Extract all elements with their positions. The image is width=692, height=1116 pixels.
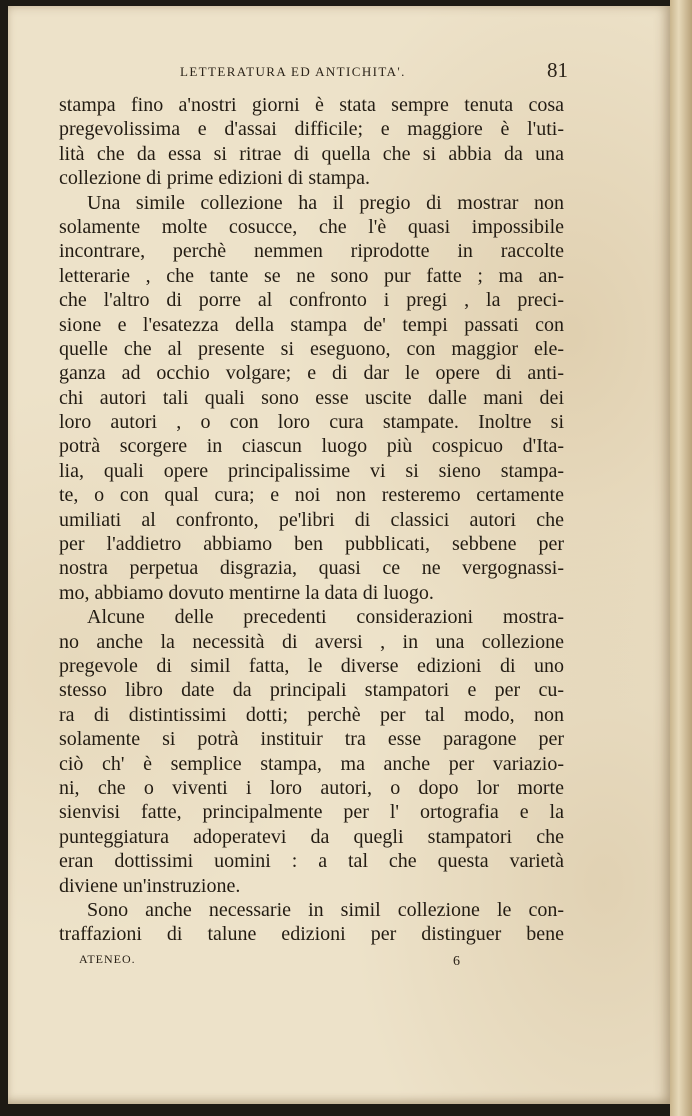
text-line: sione e l'esatezza della stampa de' tempi passati con <box>59 313 564 336</box>
text-line: ni, che o viventi i loro autori, o dopo lor morte <box>59 776 564 799</box>
text-line: letterarie , che tante se ne sono pur fatte ; ma an- <box>59 264 564 287</box>
text-line: te, o con qual cura; e noi non resteremo certamente <box>59 484 564 507</box>
text-line: pregevolissima e d'assai difficile; e maggiore è l'uti- <box>59 118 564 141</box>
text-line: stampa fino a'nostri giorni è stata sempre tenuta cosa <box>59 94 564 116</box>
text-line: solamente molte cosucce, che l'è quasi impossibile <box>59 215 564 238</box>
text-line: mo, abbiamo dovuto mentirne la data di luogo. <box>59 581 434 604</box>
page-footer <box>59 952 564 974</box>
text-line: nostra perpetua disgrazia, quasi ce ne vergognassi- <box>59 557 564 580</box>
text-line: ganza ad occhio volgare; e di dar le opere di anti- <box>59 362 564 385</box>
text-line: che l'altro di porre al confronto i pregi , la preci- <box>59 289 564 312</box>
running-head: LETTERATURA ED ANTICHITA'. <box>180 64 406 79</box>
text-line: Sono anche necessarie in simil collezione le con- <box>87 898 564 921</box>
text-line: quelle che al presente si eseguono, con maggior ele- <box>59 337 564 360</box>
text-line: no anche la necessità di aversi , in una collezione <box>59 630 564 653</box>
text-line: incontrare, perchè nemmen riprodotte in raccolte <box>59 240 564 263</box>
text-line: Alcune delle precedenti considerazioni mostra- <box>87 606 564 629</box>
text-line: chi autori tali quali sono esse uscite dalle mani dei <box>59 386 564 409</box>
text-line: collezione di prime edizioni di stampa. <box>59 167 371 190</box>
text-line: lità che da essa si ritrae di quella che si abbia da una <box>59 142 564 165</box>
text-line: punteggiatura adoperatevi da quegli stampatori che <box>59 825 564 848</box>
page-number: 81 <box>547 58 568 82</box>
page-edge <box>670 0 692 1116</box>
text-line: umiliati al confronto, pe'libri di classici autori che <box>59 508 564 531</box>
text-line: potrà scorgere in ciascun luogo più cospicuo d'Ita- <box>59 435 564 458</box>
page-header <box>48 58 568 82</box>
text-line: sienvisi fatte, principalmente per l' ortografia e la <box>59 801 564 824</box>
text-line: stesso libro date da principali stampatori e per cu- <box>59 679 564 702</box>
text-line: per l'addietro abbiamo ben pubblicati, sebbene per <box>59 533 564 556</box>
text-line: eran dottissimi uomini : a tal che questa varietà <box>59 850 564 873</box>
book-page <box>8 6 670 1104</box>
printer-signature: ATENEO. <box>79 952 136 966</box>
text-line: loro autori , o con loro cura stampate. Inoltre si <box>59 411 564 434</box>
gathering-mark: 6 <box>453 954 460 969</box>
text-line: ra di distintissimi dotti; perchè per tal modo, non <box>59 703 564 726</box>
text-line: ciò ch' è semplice stampa, ma anche per variazio- <box>59 752 564 775</box>
text-line: lia, quali opere principalissime vi si sieno stampa- <box>59 459 564 482</box>
text-line: solamente si potrà instituir tra esse paragone per <box>59 728 564 751</box>
text-line: Una simile collezione ha il pregio di mostrar non <box>87 191 564 214</box>
text-line: traffazioni di talune edizioni per distinguer bene <box>59 923 564 946</box>
text-line: pregevole di simil fatta, le diverse edizioni di uno <box>59 654 564 677</box>
text-line: diviene un'instruzione. <box>59 874 241 897</box>
body-text <box>59 93 564 947</box>
